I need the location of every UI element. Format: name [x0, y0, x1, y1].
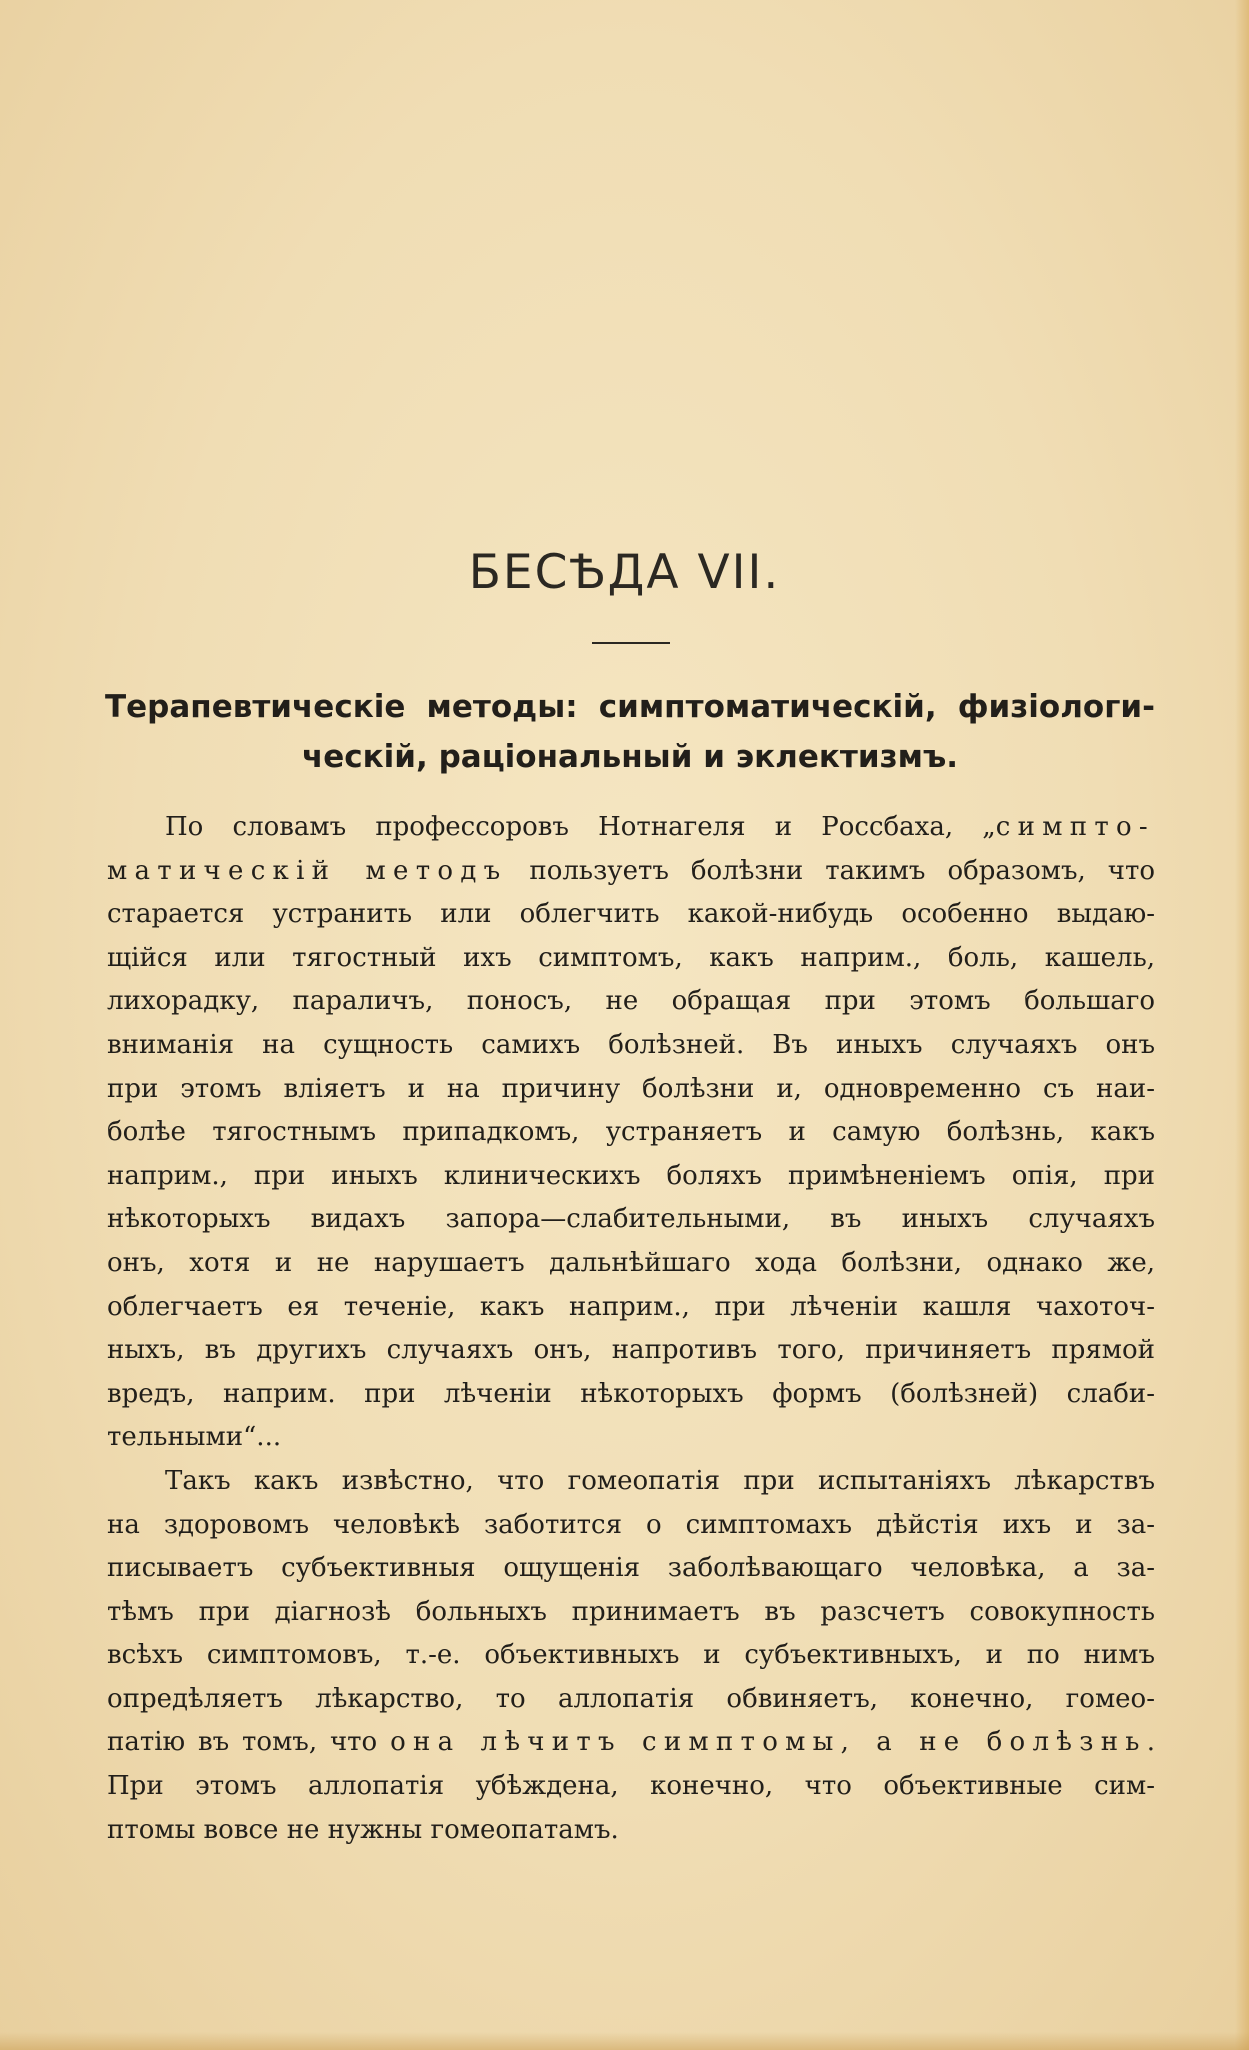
- text-line: лихорадку, параличъ, поносъ, не обращая при этомъ большаго: [107, 986, 1155, 1017]
- text-line: вредъ, наприм. при лѣченіи нѣкоторыхъ формъ (болѣзней) слаби-: [107, 1378, 1155, 1409]
- text-line: щійся или тягостный ихъ симптомъ, какъ наприм., боль, кашель,: [107, 942, 1155, 973]
- text-line: При этомъ аллопатія убѣждена, конечно, что объективные сим-: [107, 1771, 1155, 1802]
- show-through-text: [90, 150, 1165, 570]
- text-line: По словамъ профессоровъ Нотнагеля и Россбаха, „симпто-: [165, 812, 1155, 842]
- text-line: всѣхъ симптомовъ, т.-е. объективныхъ и субъективныхъ, и по нимъ: [107, 1640, 1155, 1671]
- text-line: Такъ какъ извѣстно, что гомеопатія при испытаніяхъ лѣкарствъ: [165, 1465, 1155, 1496]
- text-line: тельными“...: [107, 1422, 282, 1453]
- text-line: онъ, хотя и не нарушаетъ дальнѣйшаго хода болѣзни, однако же,: [107, 1247, 1155, 1278]
- text-line: тѣмъ при діагнозѣ больныхъ принимаетъ въ разсчетъ совокупность: [107, 1596, 1155, 1627]
- text-line: птомы вовсе не нужны гомеопатамъ.: [107, 1814, 619, 1845]
- body-text: [107, 806, 1155, 1852]
- text-line: облегчаетъ ея теченіе, какъ наприм., при лѣченіи кашля чахоточ-: [107, 1291, 1155, 1322]
- text-line: патію въ томъ, что она лѣчитъ симптомы, а не болѣзнь.: [107, 1727, 1156, 1758]
- text-line: вниманія на сущность самихъ болѣзней. Въ иныхъ случаяхъ онъ: [107, 1029, 1155, 1060]
- text-line: нѣкоторыхъ видахъ запора—слабительными, въ иныхъ случаяхъ: [107, 1204, 1155, 1235]
- text-line: старается устранить или облегчить какой-нибудь особенно выдаю-: [107, 899, 1155, 930]
- paragraph-1: [107, 806, 1155, 1460]
- chapter-heading: БЕСѢДА VII.: [468, 545, 781, 600]
- text-line: на здоровомъ человѣкѣ заботится о симптомахъ дѣйстія ихъ и за-: [107, 1509, 1155, 1540]
- emphasis-spaced: симпто-: [995, 812, 1155, 842]
- text-line: матическій методъ пользуетъ болѣзни такимъ образомъ, что: [107, 855, 1155, 886]
- subtitle-line-1: Терапевтическіе методы: симптоматическій, физіологи-: [105, 689, 1155, 725]
- text-line: ныхъ, въ другихъ случаяхъ онъ, напротивъ того, причиняетъ прямой: [107, 1335, 1155, 1366]
- page-edge-shadow: [1235, 0, 1249, 2050]
- text-line: при этомъ вліяетъ и на причину болѣзни и, одновременно съ наи-: [107, 1073, 1155, 1104]
- text-line: опредѣляетъ лѣкарство, то аллопатія обвиняетъ, конечно, гомео-: [107, 1683, 1155, 1714]
- text-line: болѣе тягостнымъ припадкомъ, устраняетъ и самую болѣзнь, какъ: [107, 1117, 1155, 1148]
- text-line: наприм., при иныхъ клиническихъ боляхъ примѣненіемъ опія, при: [107, 1160, 1155, 1191]
- show-through-line: [90, 150, 1165, 194]
- heading-rule: [592, 642, 670, 644]
- text-line: писываетъ субъективныя ощущенія заболѣвающаго человѣка, а за-: [107, 1553, 1155, 1584]
- subtitle-line-2: ческій, раціональный и эклектизмъ.: [301, 739, 959, 775]
- emphasis-spaced: матическій методъ: [107, 855, 508, 886]
- paragraph-2: [107, 1460, 1155, 1852]
- page-bottom-shadow: [0, 2032, 1249, 2050]
- emphasis-spaced: она лѣчитъ симптомы, а не болѣзнь: [390, 1727, 1147, 1758]
- chapter-subtitle: [105, 682, 1155, 782]
